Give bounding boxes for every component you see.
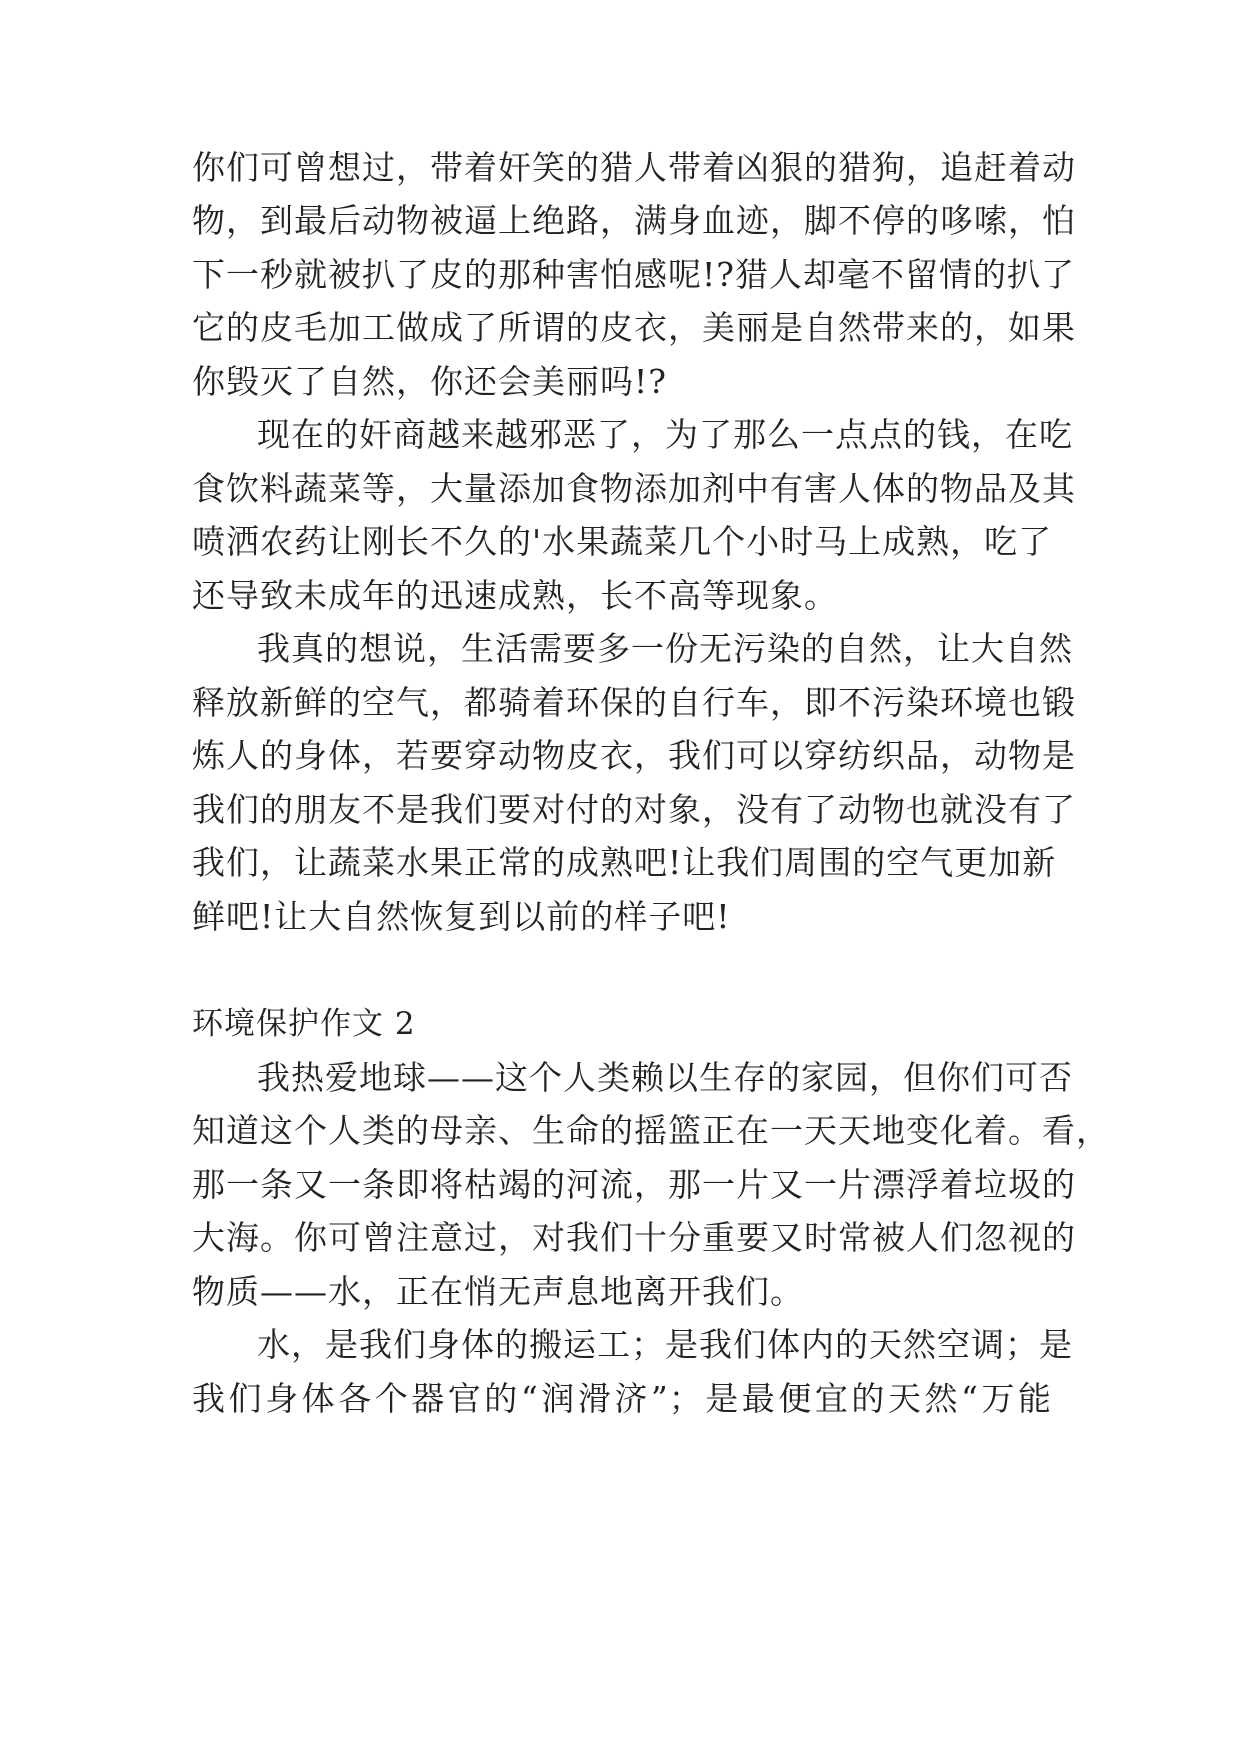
paragraph-4-line-2: 知道这个人类的母亲、生命的摇篮正在一天天地变化着。看， [192, 1111, 1110, 1150]
paragraph-4-line-5: 物质——水，正在悄无声息地离开我们。 [192, 1272, 804, 1311]
paragraph-4-line-4: 大海。你可曾注意过，对我们十分重要又时常被人们忽视的 [192, 1218, 1076, 1257]
paragraph-3-line-6: 鲜吧!让大自然恢复到以前的样子吧! [192, 897, 731, 936]
paragraph-4-line-3: 那一条又一条即将枯竭的河流，那一片又一片漂浮着垃圾的 [192, 1165, 1076, 1204]
paragraph-5-line-2: 我们身体各个器官的“润滑济”；是最便宜的天然“万能 [192, 1379, 1052, 1418]
paragraph-3-line-5: 我们，让蔬菜水果正常的成熟吧!让我们周围的空气更加新 [192, 843, 1057, 882]
paragraph-2-line-2: 食饮料蔬菜等，大量添加食物添加剂中有害人体的物品及其 [192, 469, 1076, 508]
paragraph-1-line-3: 下一秒就被扒了皮的那种害怕感呢!?猎人却毫不留情的扒了 [192, 255, 1075, 294]
paragraph-2-line-3: 喷洒农药让刚长不久的'水果蔬菜几个小时马上成熟，吃了 [192, 522, 1053, 561]
paragraph-2-line-4: 还导致未成年的迅速成熟，长不高等现象。 [192, 576, 838, 615]
paragraph-5-line-1: 水，是我们身体的搬运工；是我们体内的天然空调；是 [257, 1325, 1073, 1364]
paragraph-3-line-4: 我们的朋友不是我们要对付的对象，没有了动物也就没有了 [192, 790, 1076, 829]
paragraph-2-line-1: 现在的奸商越来越邪恶了，为了那么一点点的钱，在吃 [257, 415, 1073, 454]
paragraph-4-line-1: 我热爱地球——这个人类赖以生存的家园，但你们可否 [257, 1058, 1073, 1097]
paragraph-3-line-2: 释放新鲜的空气，都骑着环保的自行车，即不污染环境也锻 [192, 683, 1076, 722]
paragraph-3-line-3: 炼人的身体，若要穿动物皮衣，我们可以穿纺织品，动物是 [192, 736, 1076, 775]
paragraph-1-line-1: 你们可曾想过，带着奸笑的猎人带着凶狠的猎狗，追赶着动 [192, 148, 1076, 187]
paragraph-1-line-2: 物，到最后动物被逼上绝路，满身血迹，脚不停的哆嗦，怕 [192, 201, 1076, 240]
paragraph-1-line-4: 它的皮毛加工做成了所谓的皮衣，美丽是自然带来的，如果 [192, 308, 1076, 347]
paragraph-3-line-1: 我真的想说，生活需要多一份无污染的自然，让大自然 [257, 629, 1073, 668]
paragraph-1-line-5: 你毁灭了自然，你还会美丽吗!? [192, 362, 667, 401]
section-heading: 环境保护作文 2 [192, 1006, 416, 1042]
